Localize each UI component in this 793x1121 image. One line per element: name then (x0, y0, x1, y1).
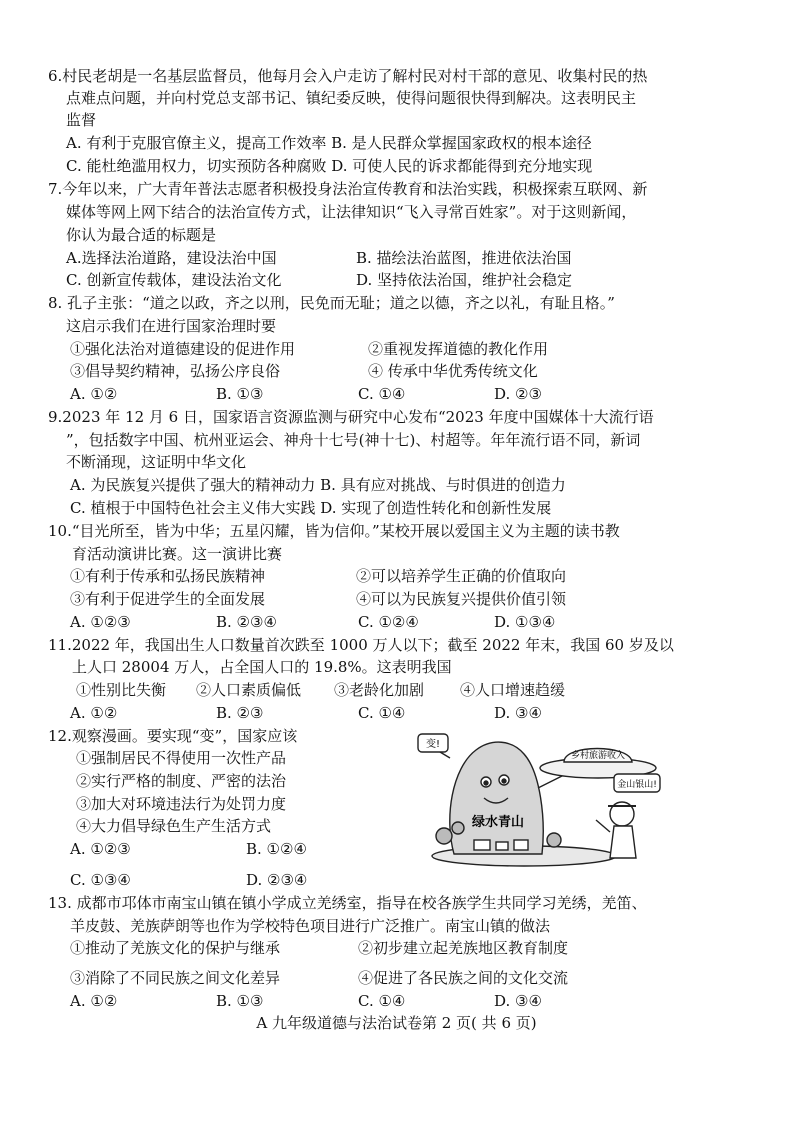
cartoon-person-body (610, 826, 636, 858)
cartoon-bubble-right-text: 金山银山! (617, 780, 657, 790)
q8-statement-3: ③倡导契约精神，弘扬公序良俗 (70, 362, 281, 380)
q9-stem-line2: ”，包括数字中国、杭州亚运会、神舟十七号(神十七)、村超等。年年流行语不同，新词 (66, 431, 641, 449)
q11-option-c: C. ①④ (358, 704, 406, 722)
q12-option-c: C. ①③④ (70, 871, 131, 889)
q13-option-c: C. ①④ (358, 992, 406, 1010)
q7-option-c: C. 创新宣传载体，建设法治文化 (66, 271, 282, 289)
q11-statement-3: ③老龄化加剧 (334, 681, 425, 699)
page-footer: A 九年级道德与法治试卷第 2 页( 共 6 页) (256, 1014, 537, 1032)
cartoon-mountain-text: 绿水青山 (471, 815, 525, 830)
cartoon-mountain (450, 742, 543, 854)
q11-stem-line2: 上人口 28004 万人，占全国人口的 19.8%。这表明我国 (72, 658, 452, 676)
q12-statement-3: ③加大对环境违法行为处罚力度 (76, 795, 287, 813)
q11-statement-2: ②人口素质偏低 (196, 681, 302, 699)
q7-stem-line2: 媒体等网上网下结合的法治宣传方式，让法律知识“飞入寻常百姓家”。对于这则新闻， (66, 203, 637, 221)
q9-stem-line3: 不断涌现，这证明中华文化 (66, 453, 247, 471)
q6-options-ab: A. 有利于克服官僚主义，提高工作效率 B. 是人民群众掌握国家政权的根本途径 (66, 134, 592, 152)
q7-stem-line1: 7.今年以来，广大青年普法志愿者积极投身法治宣传教育和法治实践，积极探索互联网、新 (48, 180, 648, 198)
q12-option-a: A. ①②③ (70, 840, 131, 858)
q13-statement-3: ③消除了不同民族之间文化差异 (70, 969, 281, 987)
cartoon-person-arm (596, 820, 610, 832)
q6-options-cd: C. 能杜绝滥用权力，切实预防各种腐败 D. 可使人民的诉求都能得到充分地实现 (66, 157, 593, 175)
q12-stem-line1: 12.观察漫画。要实现“变”，国家应该 (48, 727, 298, 745)
q8-statement-2: ②重视发挥道德的教化作用 (368, 340, 549, 358)
q10-option-d: D. ①③④ (494, 613, 556, 631)
environment-cartoon (414, 728, 664, 870)
q12-statement-2: ②实行严格的制度、严密的法治 (76, 772, 287, 790)
q7-option-b: B. 描绘法治蓝图，推进依法治国 (356, 249, 572, 267)
q7-option-a: A.选择法治道路，建设法治中国 (66, 249, 277, 267)
q12-option-d: D. ②③④ (246, 871, 308, 889)
q6-stem-line1: 6.村民老胡是一名基层监督员，他每月会入户走访了解村民对村干部的意见、收集村民的热 (48, 67, 648, 85)
cartoon-bubble-left-text: 变! (425, 739, 441, 750)
q11-option-b: B. ②③ (216, 704, 264, 722)
q8-option-b: B. ①③ (216, 385, 264, 403)
q13-option-a: A. ①② (70, 992, 118, 1010)
q9-stem-line1: 9.2023 年 12 月 6 日，国家语言资源监测与研究中心发布“2023 年度中国媒体十大流行语 (48, 408, 654, 426)
q8-statement-4: ④ 传承中华优秀传统文化 (368, 362, 538, 380)
q13-stem-line2: 羊皮鼓、羌族萨朗等也作为学校特色项目进行广泛推广。南宝山镇的做法 (70, 917, 551, 935)
q6-stem-line3: 监督 (66, 111, 97, 129)
q11-statement-4: ④人口增速趋缓 (460, 681, 566, 699)
q13-statement-2: ②初步建立起羌族地区教育制度 (358, 939, 569, 957)
q13-option-b: B. ①③ (216, 992, 264, 1010)
q8-stem-line2: 这启示我们在进行国家治理时要 (66, 317, 277, 335)
q11-option-d: D. ③④ (494, 704, 542, 722)
q10-stem-line2: 育活动演讲比赛。这一演讲比赛 (72, 545, 283, 563)
q10-statement-4: ④可以为民族复兴提供价值引领 (356, 590, 567, 608)
q8-option-a: A. ①② (70, 385, 118, 403)
q7-option-d: D. 坚持依法治国，维护社会稳定 (356, 271, 573, 289)
q10-statement-1: ①有利于传承和弘扬民族精神 (70, 567, 266, 585)
q11-option-a: A. ①② (70, 704, 118, 722)
q13-stem-line1: 13. 成都市邛体市南宝山镇在镇小学成立羌绣室，指导在校各族学生共同学习羌绣，羌笛、 (48, 894, 647, 912)
q10-option-b: B. ②③④ (216, 613, 277, 631)
q10-statement-2: ②可以培养学生正确的价值取向 (356, 567, 567, 585)
q9-options-ab: A. 为民族复兴提供了强大的精神动力 B. 具有应对挑战、与时俱进的创造力 (70, 476, 566, 494)
q10-stem-line1: 10.“目光所至，皆为中华；五星闪耀，皆为信仰。”某校开展以爱国主义为主题的读书教 (48, 522, 620, 540)
q13-statement-1: ①推动了羌族文化的保护与继承 (70, 939, 281, 957)
q8-statement-1: ①强化法治对道德建设的促进作用 (70, 340, 296, 358)
q13-option-d: D. ③④ (494, 992, 542, 1010)
q8-option-c: C. ①④ (358, 385, 406, 403)
q11-stem-line1: 11.2022 年，我国出生人口数量首次跌至 1000 万人以下；截至 2022 年末，我国 60 岁及以 (48, 636, 674, 654)
q10-option-a: A. ①②③ (70, 613, 131, 631)
q8-stem-line1: 8. 孔子主张：“道之以政，齐之以刑，民免而无耻；道之以德，齐之以礼，有耻且格。” (48, 294, 615, 312)
q12-statement-1: ①强制居民不得使用一次性产品 (76, 749, 287, 767)
q8-option-d: D. ②③ (494, 385, 542, 403)
q12-statement-4: ④大力倡导绿色生产生活方式 (76, 817, 272, 835)
q10-statement-3: ③有利于促进学生的全面发展 (70, 590, 266, 608)
q6-stem-line2: 点难点问题，并向村党总支部书记、镇纪委反映，使得问题很快得到解决。这表明民主 (66, 89, 637, 107)
q11-statement-1: ①性别比失衡 (76, 681, 167, 699)
q10-option-c: C. ①②④ (358, 613, 419, 631)
q12-option-b: B. ①②④ (246, 840, 307, 858)
cartoon-plate-text: 乡村旅游收入 (570, 751, 626, 761)
q13-statement-4: ④促进了各民族之间的文化交流 (358, 969, 569, 987)
q7-stem-line3: 你认为最合适的标题是 (66, 226, 217, 244)
q9-options-cd: C. 植根于中国特色社会主义伟大实践 D. 实现了创造性转化和创新性发展 (70, 499, 552, 517)
